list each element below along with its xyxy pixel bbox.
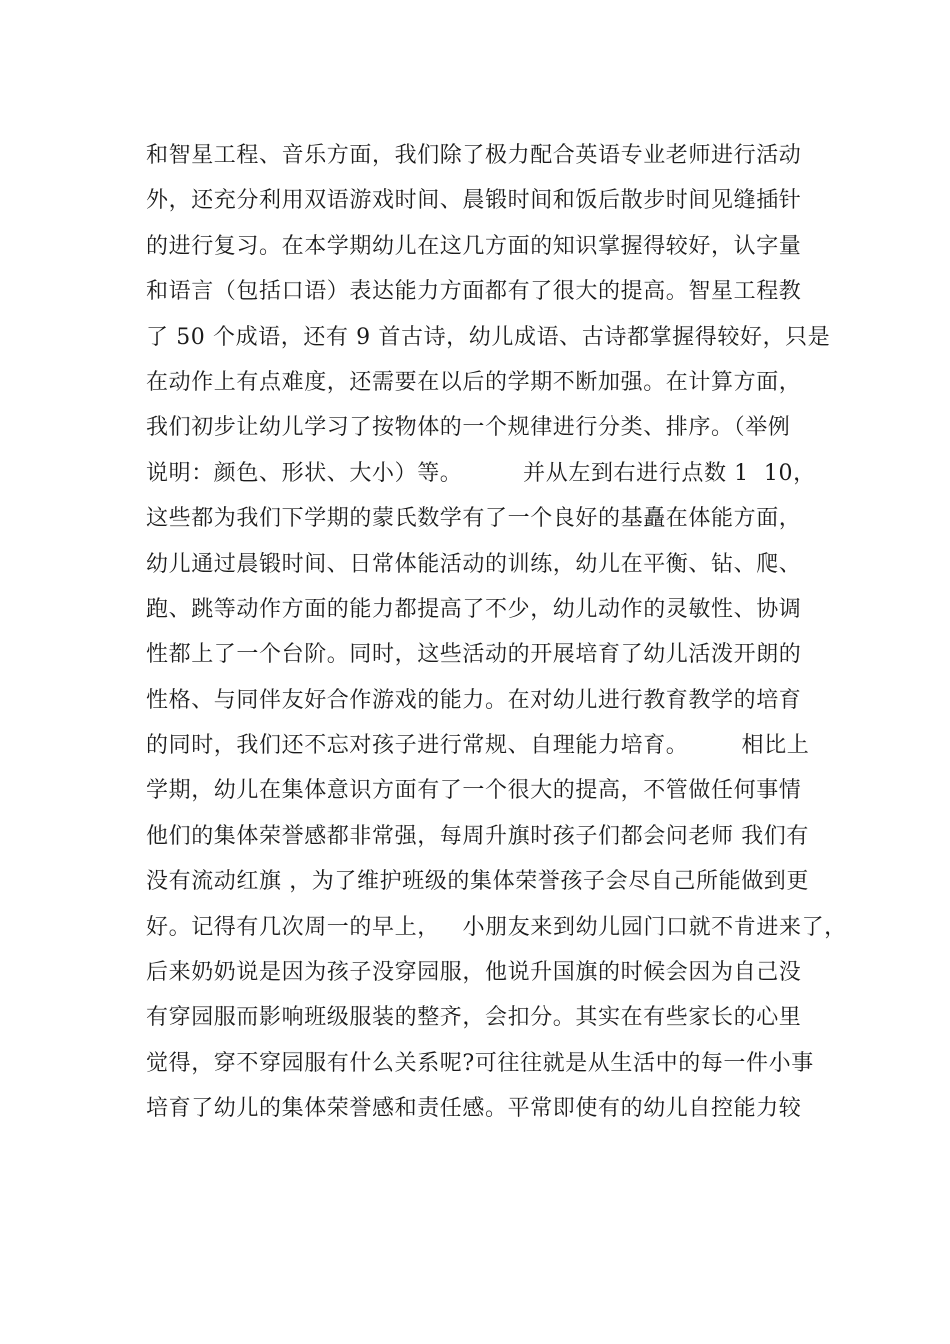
text-line: 跑、跳等动作方面的能力都提高了不少，幼儿动作的灵敏性、协调 xyxy=(146,596,802,622)
text-line: 学期，幼儿在集体意识方面有了一个很大的提高，不管做任何事情 xyxy=(146,778,802,804)
text-line: 觉得，穿不穿园服有什么关系呢?可往往就是从生活中的每一件小事 xyxy=(146,1050,814,1076)
text-line: 性都上了一个台阶。同时，这些活动的开展培育了幼儿活泼开朗的 xyxy=(146,642,802,668)
text-line: 他们的集体荣誉感都非常强，每周升旗时孩子们都会问老师 我们有 xyxy=(146,823,809,849)
text-line: 说明：颜色、形状、大小）等。 并从左到右进行点数 1 10， xyxy=(146,460,816,486)
text-line: 和语言（包括口语）表达能力方面都有了很大的提高。智星工程教 xyxy=(146,279,802,305)
text-line: 的同时，我们还不忘对孩子进行常规、自理能力培育。 相比上 xyxy=(146,733,810,759)
body-text xyxy=(146,133,847,1132)
text-line: 我们初步让幼儿学习了按物体的一个规律进行分类、排序。（举例 xyxy=(146,415,791,441)
text-line: 在动作上有点难度，还需要在以后的学期不断加强。在计算方面， xyxy=(146,369,802,395)
text-line: 这些都为我们下学期的蒙氏数学有了一个良好的基矗在体能方面， xyxy=(146,506,802,532)
text-line: 和智星工程、音乐方面，我们除了极力配合英语专业老师进行活动 xyxy=(146,143,802,168)
text-line: 外，还充分利用双语游戏时间、晨锻时间和饭后散步时间见缝插针 xyxy=(146,188,802,214)
text-line: 没有流动红旗 ，为了维护班级的集体荣誉孩子会尽自己所能做到更 xyxy=(146,869,809,895)
text-line: 的进行复习。在本学期幼儿在这几方面的知识掌握得较好，认字量 xyxy=(146,233,802,259)
text-line: 了 50 个成语，还有 9 首古诗，幼儿成语、古诗都掌握得较好，只是 xyxy=(146,324,831,350)
text-line: 后来奶奶说是因为孩子没穿园服，他说升国旗的时候会因为自己没 xyxy=(146,960,802,986)
text-line: 幼儿通过晨锻时间、日常体能活动的训练，幼儿在平衡、钻、爬、 xyxy=(146,551,802,577)
text-line: 好。记得有几次周一的早上， 小朋友来到幼儿园门口就不肯进来了， xyxy=(146,914,847,940)
text-line: 性格、与同伴友好合作游戏的能力。在对幼儿进行教育教学的培育 xyxy=(146,687,802,713)
text-line: 有穿园服而影响班级服装的整齐，会扣分。其实在有些家长的心里 xyxy=(146,1005,802,1031)
text-line: 培育了幼儿的集体荣誉感和责任感。平常即使有的幼儿自控能力较 xyxy=(146,1096,802,1122)
